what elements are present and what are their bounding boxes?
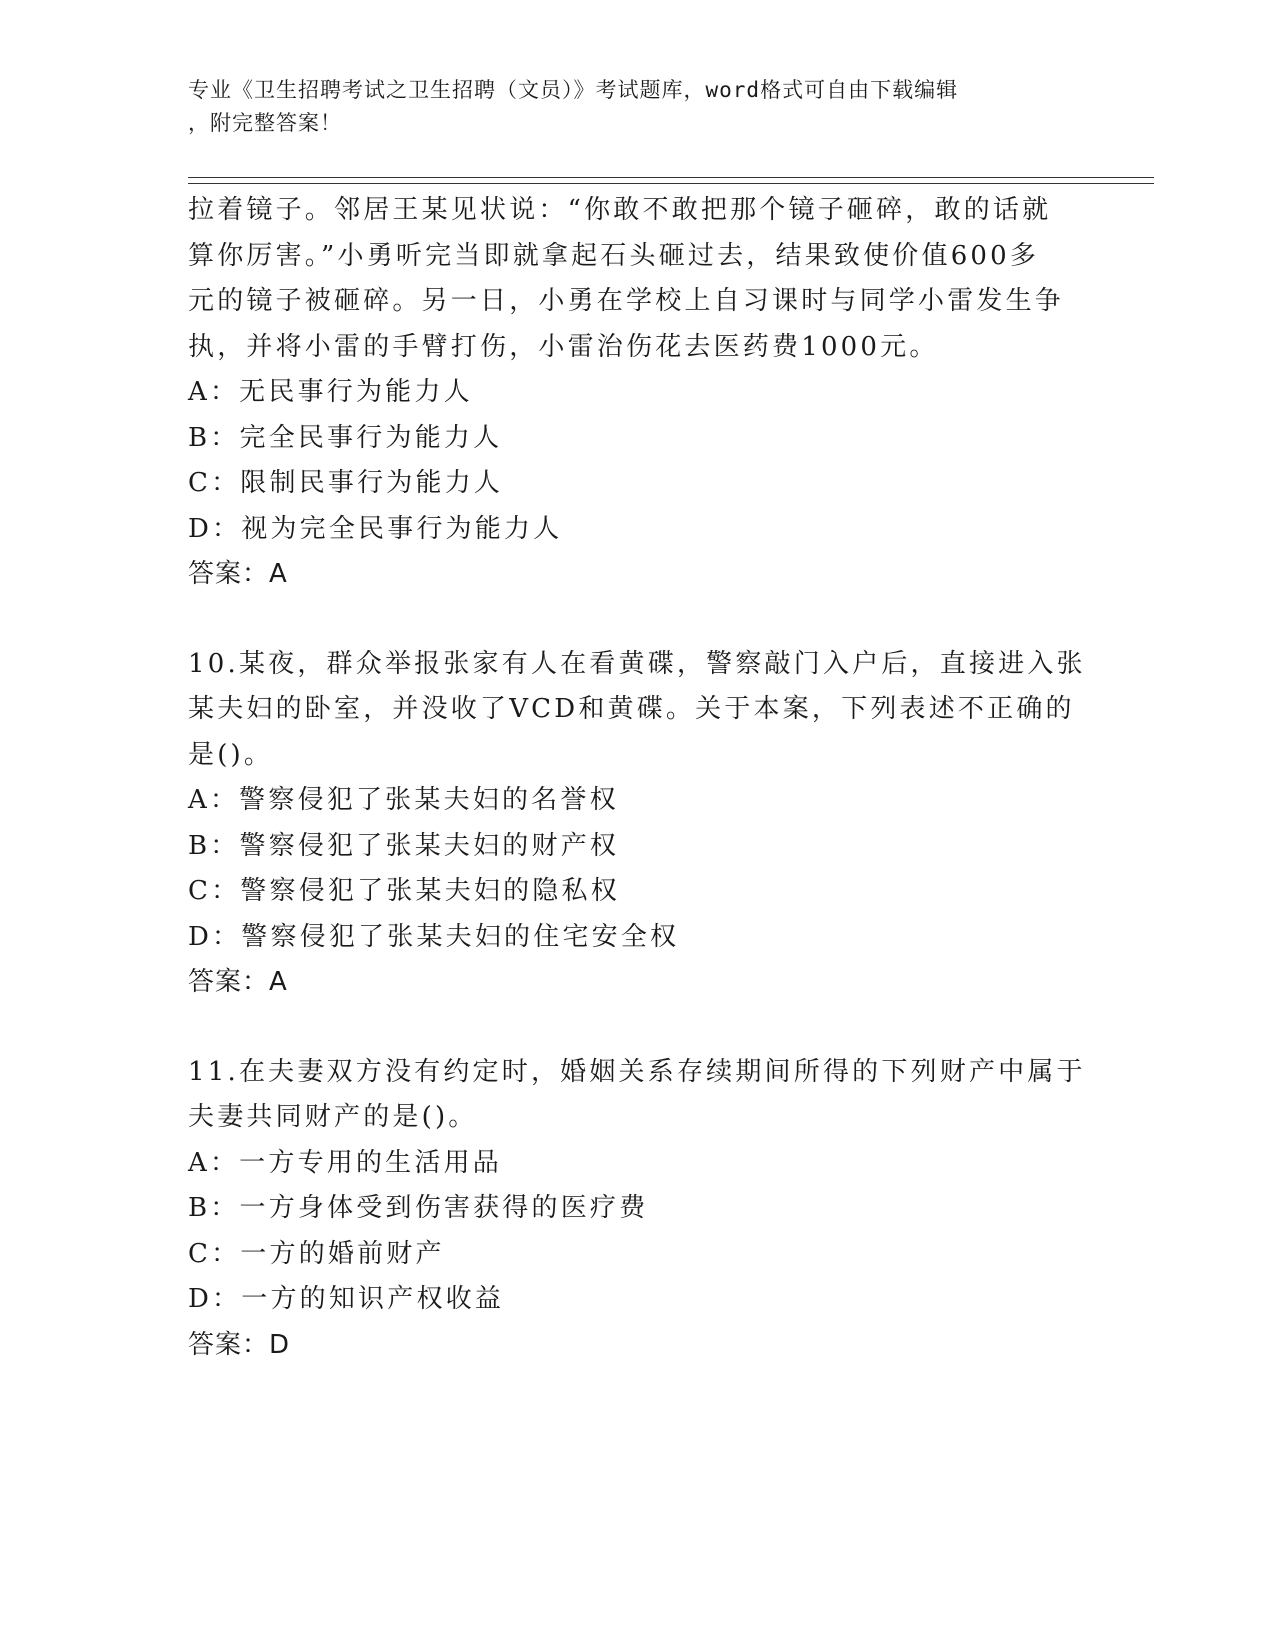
spacer bbox=[188, 1006, 1088, 1050]
question-stem-line: 算你厉害。”小勇听完当即就拿起石头砸过去，结果致使价值600多 bbox=[188, 240, 1040, 271]
answer-line: 答案：A bbox=[188, 559, 288, 589]
option-c: C：限制民事行为能力人 bbox=[188, 468, 504, 498]
option-d: D：视为完全民事行为能力人 bbox=[188, 513, 563, 544]
answer-line: 答案：D bbox=[188, 1329, 291, 1360]
question-stem-line: 10.某夜，群众举报张家有人在看黄碟，警察敲门入户后，直接进入张 bbox=[188, 648, 1086, 679]
option-d: D：一方的知识产权收益 bbox=[188, 1284, 505, 1314]
option-c: C：一方的婚前财产 bbox=[188, 1238, 445, 1269]
question-stem-line: 是()。 bbox=[188, 739, 274, 770]
question-9 bbox=[188, 188, 1088, 598]
option-a: A：无民事行为能力人 bbox=[188, 377, 473, 407]
header-divider bbox=[188, 177, 1154, 178]
question-11 bbox=[188, 1050, 1088, 1369]
question-list bbox=[188, 188, 1088, 1368]
header-divider bbox=[188, 183, 1154, 184]
answer-line: 答案：A bbox=[188, 967, 288, 997]
question-10 bbox=[188, 642, 1088, 1006]
option-b: B：一方身体受到伤害获得的医疗费 bbox=[188, 1193, 649, 1223]
option-b: B：完全民事行为能力人 bbox=[188, 422, 503, 453]
question-stem-line: 拉着镜子。邻居王某见状说：“你敢不敢把那个镜子砸碎，敢的话就 bbox=[188, 195, 1052, 225]
option-a: A：一方专用的生活用品 bbox=[188, 1147, 502, 1178]
question-stem-line: 某夫妇的卧室，并没收了VCD和黄碟。关于本案，下列表述不正确的 bbox=[188, 694, 1075, 724]
question-stem-line: 11.在夫妻双方没有约定时，婚姻关系存续期间所得的下列财产中属于 bbox=[188, 1056, 1086, 1087]
question-stem-line: 夫妻共同财产的是()。 bbox=[188, 1102, 478, 1132]
option-b: B：警察侵犯了张某夫妇的财产权 bbox=[188, 830, 620, 861]
header-line: 专业《卫生招聘考试之卫生招聘（文员）》考试题库，word格式可自由下载编辑 bbox=[188, 78, 959, 102]
option-d: D：警察侵犯了张某夫妇的住宅安全权 bbox=[188, 921, 680, 952]
question-stem-line: 元的镜子被砸碎。另一日，小勇在学校上自习课时与同学小雷发生争 bbox=[188, 286, 1065, 316]
option-c: C：警察侵犯了张某夫妇的隐私权 bbox=[188, 876, 620, 906]
spacer bbox=[188, 598, 1088, 642]
page-header bbox=[188, 74, 1068, 140]
question-stem-line: 执，并将小雷的手臂打伤，小雷治伤花去医药费1000元。 bbox=[188, 331, 939, 362]
option-a: A：警察侵犯了张某夫妇的名誉权 bbox=[188, 785, 619, 815]
header-line: ，附完整答案！ bbox=[188, 111, 342, 135]
